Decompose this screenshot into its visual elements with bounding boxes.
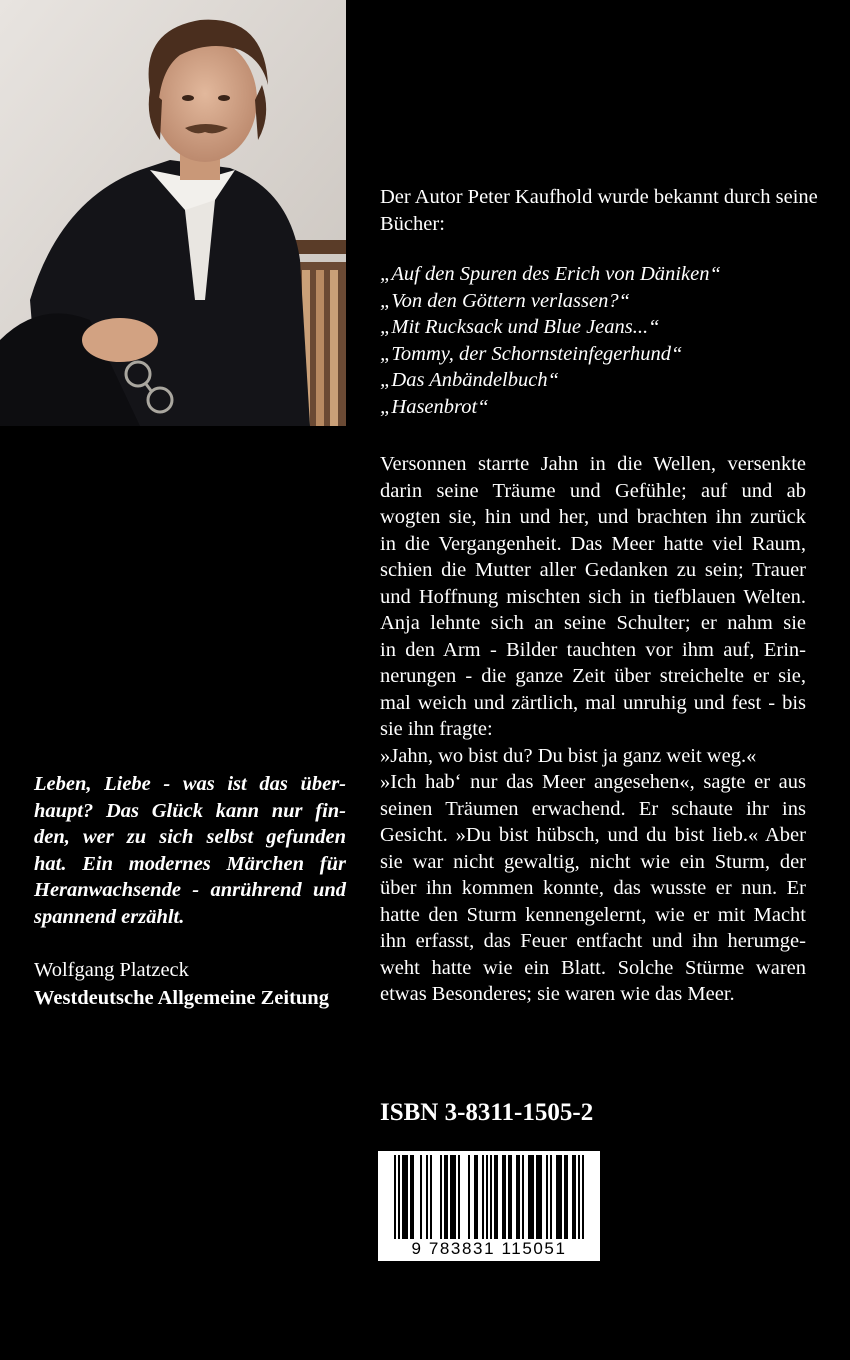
author-photo — [0, 0, 346, 426]
barcode-bar — [550, 1155, 552, 1239]
barcode-bar — [486, 1155, 488, 1239]
barcode-bar — [406, 1155, 408, 1239]
barcode-bar — [394, 1155, 396, 1239]
barcode-bar — [404, 1155, 406, 1239]
book-title: „Tommy, der Schornsteinfegerhund“ — [380, 342, 683, 365]
review-line: den, wer zu sich selbst gefunden — [34, 826, 346, 848]
barcode-bar — [516, 1155, 518, 1239]
excerpt-line: in den Arm - Bilder tauchten vor ihm auf, Erin- — [380, 638, 806, 661]
publication-name: Westdeutsche Allgemeine Zeitung — [34, 987, 329, 1009]
book-excerpt — [380, 451, 806, 1008]
book-title: „Von den Göttern verlassen?“ — [380, 289, 630, 312]
excerpt-line: und Hoffnung mischten sich in tiefblauen Welten. — [380, 585, 806, 608]
book-title: „Auf den Spuren des Erich von Däniken“ — [380, 263, 721, 285]
excerpt-line: mal weich und zärtlich, mal unruhig und fest - bis — [380, 691, 806, 714]
barcode — [378, 1151, 600, 1261]
excerpt-line: etwas Besonderes; sie waren wie das Meer. — [380, 983, 735, 1005]
excerpt-line: darin seine Träume und Gefühle; auf und ab — [380, 479, 806, 502]
barcode-bar — [446, 1155, 448, 1239]
barcode-bar — [522, 1155, 524, 1239]
excerpt-line: Versonnen starrte Jahn in die Wellen, versenkte — [380, 453, 806, 475]
barcode-bar — [402, 1155, 404, 1239]
book-title: „Hasenbrot“ — [380, 395, 489, 418]
barcode-bar — [564, 1155, 566, 1239]
book-titles-list — [380, 261, 820, 420]
excerpt-line: über ihn kommen konnte, das wusste er nun. Er — [380, 877, 806, 899]
barcode-bar — [468, 1155, 470, 1239]
barcode-bar — [426, 1155, 428, 1239]
review-line: hat. Ein modernes Märchen für — [34, 852, 346, 875]
excerpt-line: schien die Mutter aller Gedanken zu sein; Trauer — [380, 559, 806, 581]
excerpt-line: sie war nicht gewaltig, nicht wie ein Sturm, der — [380, 850, 806, 873]
barcode-bar — [440, 1155, 442, 1239]
author-intro: Der Autor Peter Kaufhold wurde bekannt durch seine Bücher: — [380, 186, 818, 235]
book-title: „Mit Rucksack und Blue Jeans...“ — [380, 316, 660, 338]
excerpt-line: »Ich hab‘ nur das Meer angesehen«, sagte er aus — [380, 771, 806, 793]
barcode-bar — [574, 1155, 576, 1239]
barcode-bar — [546, 1155, 548, 1239]
barcode-digits: 9 783831 115051 — [411, 1239, 567, 1258]
barcode-bar — [444, 1155, 446, 1239]
review-line: haupt? Das Glück kann nur fin- — [34, 799, 346, 822]
excerpt-line: wogten sie, hin und her, und brachten ihn zurück — [380, 506, 806, 528]
reviewer-name: Wolfgang Platzeck — [34, 959, 189, 981]
barcode-bar — [502, 1155, 504, 1239]
barcode-bar — [528, 1155, 530, 1239]
author-portrait-photo — [0, 0, 346, 426]
barcode-bar — [558, 1155, 560, 1239]
barcode-bar — [474, 1155, 476, 1239]
barcode-bar — [452, 1155, 454, 1239]
barcode-bars — [378, 1151, 600, 1243]
excerpt-line: hatte den Sturm kennengelernt, wie er mit Macht — [380, 903, 806, 926]
review-line: spannend erzählt. — [34, 905, 185, 928]
barcode-bar — [532, 1155, 534, 1239]
barcode-bar — [476, 1155, 478, 1239]
barcode-bar — [412, 1155, 414, 1239]
barcode-bar — [556, 1155, 558, 1239]
excerpt-line: weht hatte wie ein Blatt. Solche Stürme waren — [380, 956, 806, 979]
excerpt-line: nerungen - die ganze Zeit über streichelte er sie, — [380, 665, 806, 687]
barcode-bar — [578, 1155, 580, 1239]
review-line: Leben, Liebe - was ist das über- — [34, 773, 346, 795]
barcode-bar — [510, 1155, 512, 1239]
barcode-bar — [540, 1155, 542, 1239]
excerpt-line: ihn erfasst, das Feuer entfacht und ihn herumge- — [380, 930, 806, 952]
excerpt-line: »Jahn, wo bist du? Du bist ja ganz weit weg.« — [380, 744, 757, 767]
isbn-label: ISBN 3-8311-1505-2 — [380, 1099, 594, 1126]
barcode-bar — [450, 1155, 452, 1239]
barcode-bar — [454, 1155, 456, 1239]
barcode-bar — [430, 1155, 432, 1239]
book-title: „Das Anbändelbuch“ — [380, 369, 560, 391]
barcode-bar — [420, 1155, 422, 1239]
barcode-bar — [410, 1155, 412, 1239]
barcode-bar — [518, 1155, 520, 1239]
barcode-bar — [494, 1155, 496, 1239]
excerpt-line: in die Vergangenheit. Das Meer hatte viel Raum, — [380, 532, 806, 555]
barcode-bar — [490, 1155, 492, 1239]
excerpt-line: Gesicht. »Du bist hübsch, und du bist lieb.« Aber — [380, 824, 806, 846]
excerpt-line: Anja lehnte sich an seine Schulter; er nahm sie — [380, 612, 806, 634]
barcode-bar — [536, 1155, 538, 1239]
barcode-bar — [482, 1155, 484, 1239]
excerpt-line: seinen Träumen erwachend. Er schaute ihr ins — [380, 797, 806, 820]
barcode-bar — [504, 1155, 506, 1239]
review-quote — [34, 771, 346, 930]
barcode-bar — [496, 1155, 498, 1239]
barcode-bar — [566, 1155, 568, 1239]
review-line: Heranwachsende - anrührend und — [34, 879, 346, 901]
barcode-bar — [508, 1155, 510, 1239]
barcode-bar — [398, 1155, 400, 1239]
excerpt-line: sie ihn fragte: — [380, 718, 493, 740]
barcode-bar — [530, 1155, 532, 1239]
barcode-bar — [572, 1155, 574, 1239]
barcode-bar — [538, 1155, 540, 1239]
barcode-bar — [458, 1155, 460, 1239]
barcode-bar — [582, 1155, 584, 1239]
barcode-bar — [560, 1155, 562, 1239]
